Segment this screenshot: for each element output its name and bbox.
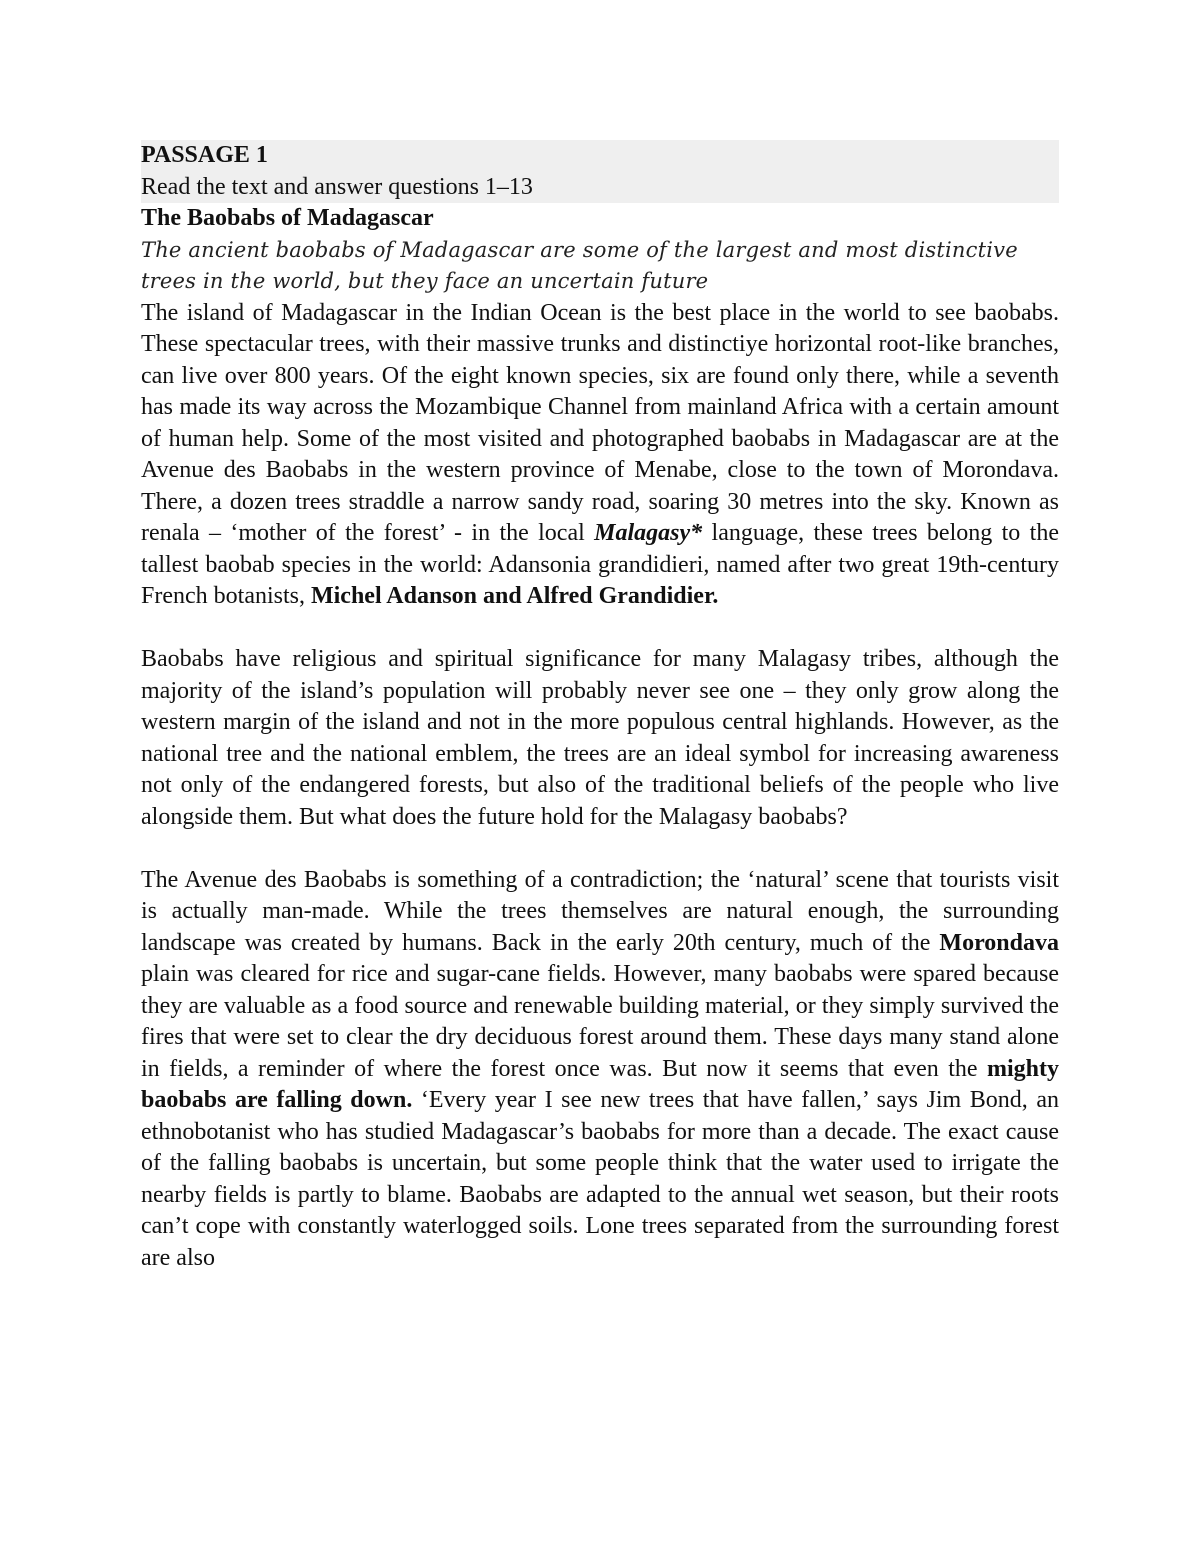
paragraph-3-text-2: plain was cleared for rice and sugar-cane fields. However, many baobabs were spared because they are valuable as a food source and renewable building material, or they simply survived the fires that were set to clear the dry deciduous forest around them. These days many stand alone in fields, a reminder of where the forest once was. But now it seems that even the bbox=[141, 961, 1059, 1082]
article-subtitle: The ancient baobabs of Madagascar are some of the largest and most distinctive trees in the world, but they face an uncertain future bbox=[141, 237, 1018, 293]
paragraph-3-text-3: ‘Every year I see new trees that have fallen,’ says Jim Bond, an ethnobotanist who has studied Madagascar’s baobabs for more than a decade. The exact cause of the falling baobabs is uncertain, but some people think that the water used to irrigate the nearby fields is partly to blame. Baobabs are adapted to the annual wet season, but their roots can’t cope with constantly waterlogged soils. Lone trees separated from the surrounding forest are also bbox=[141, 1087, 1060, 1271]
paragraph-2: Baobabs have religious and spiritual significance for many Malagasy tribes, although the majority of the island’s population will probably never see one – they only grow along the western margin of the island and not in the more populous central highlands. However, as the national tree and the national emblem, the trees are an ideal symbol for increasing awareness not only of the endangered forests, but also of the traditional beliefs of the people who live alongside them. But what does the future hold for the Malagasy baobabs? bbox=[141, 646, 1059, 830]
paragraph-3 bbox=[141, 865, 1059, 1275]
falling-baobabs-phrase: mighty baobabs are falling down. bbox=[141, 1055, 1059, 1113]
malagasy-term: Malagasy* bbox=[594, 520, 703, 546]
paragraph-1-text-1: The island of Madagascar in the Indian Ocean is the best place in the world to see baobabs. These spectacular trees, with their massive trunks and distinctiye horizontal root-like branches, can live over 800 years. Of the eight known species, six are found only there, while a seventh has made its way across the Mozambique Channel from mainland Africa with a certain amount of human help. Some of the most visited and photographed baobabs in Madagascar are at the Avenue des Baobabs in the western province of Menabe, close to the town of Morondava. There, a dozen trees straddle a narrow sandy road, soaring 30 metres into the sky. Known as renala – ‘mother of the forest’ - in the local bbox=[141, 299, 1059, 546]
document-page bbox=[141, 140, 1059, 1274]
paragraph-3-text-1: The Avenue des Baobabs is something of a contradiction; the ‘natural’ scene that tourists visit is actually man-made. While the trees themselves are natural enough, the surrounding landscape was created by humans. Back in the early 20th century, much of the bbox=[141, 866, 1059, 956]
paragraph-1-text-2: language, these trees belong to the tallest baobab species in the world: Adansonia grandidieri, named after two great 19th-century French botanists, bbox=[141, 520, 1059, 609]
botanists-names: Michel Adanson and Alfred Grandidier. bbox=[310, 583, 719, 609]
paragraph-1 bbox=[141, 298, 1059, 613]
passage-label: PASSAGE 1 bbox=[141, 142, 268, 168]
morondava-term: Morondava bbox=[939, 929, 1059, 956]
passage-header bbox=[141, 140, 1059, 203]
article-title: The Baobabs of Madagascar bbox=[141, 205, 434, 231]
instruction-text: Read the text and answer questions 1–13 bbox=[141, 173, 533, 200]
